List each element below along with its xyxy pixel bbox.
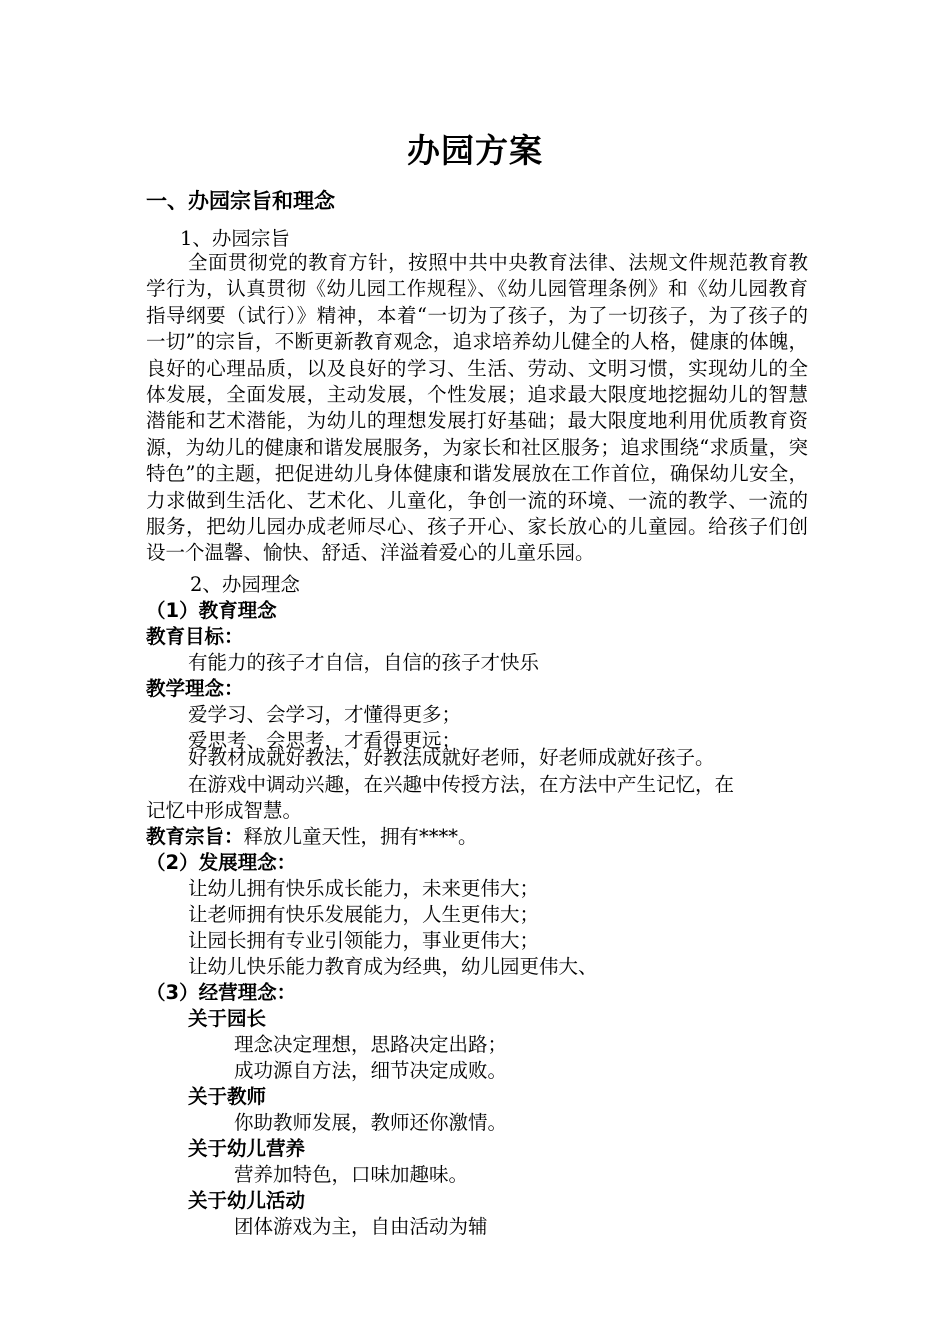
teaching-paragraph-line: 在游戏中调动兴趣，在兴趣中传授方法，在方法中产生记忆，在 <box>188 773 735 796</box>
teaching-philosophy-label: 教学理念： <box>146 677 244 700</box>
education-philosophy-heading: （1）教育理念 <box>146 599 277 622</box>
education-tenet <box>146 824 478 850</box>
section-heading: 一、办园宗旨和理念 <box>146 189 335 213</box>
teaching-line: 爱思考、会思考，才看得更远； <box>188 729 462 752</box>
teaching-paragraph-line: 记忆中形成智慧。 <box>146 799 303 822</box>
about-nutrition-label: 关于幼儿营养 <box>188 1137 306 1160</box>
teacher-line: 你助教师发展，教师还你激情。 <box>234 1111 508 1134</box>
about-activity-label: 关于幼儿活动 <box>188 1189 306 1212</box>
teaching-line: 爱学习、会学习，才懂得更多； <box>188 703 462 726</box>
activity-line: 团体游戏为主，自由活动为辅 <box>234 1215 488 1238</box>
development-line: 让幼儿快乐能力教育成为经典，幼儿园更伟大、 <box>188 955 598 978</box>
purpose-paragraph: 全面贯彻党的教育方针，按照中共中央教育法律、法规文件规范教育教学行为，认真贯彻《幼儿园工作规程》、《幼儿园管理条例》和《幼儿园教育指导纲要（试行）》精神，本着“一切为了孩子，为了一切孩子，为了孩子的一切”的宗旨，不断更新教育观念，追求培养幼儿健全的人格，健康的体魄，良好的心理品质，以及良好的学习、生活、劳动、文明习惯，实现幼儿的全体发展，全面发展，主动发展，个性发展；追求最大限度地挖掘幼儿的智慧潜能和艺术潜能，为幼儿的理想发展打好基础；最大限度地利用优质教育资源，为幼儿的健康和谐发展服务，为家长和社区服务；追求围绕“求质量，突特色”的主题，把促进幼儿身体健康和谐发展放在工作首位，确保幼儿安全，力求做到生活化、艺术化、儿童化，争创一流的环境、一流的教学、一流的服务，把幼儿园办成老师尽心、孩子开心、家长放心的儿童园。给孩子们创设一个温馨、愉快、舒适、洋溢着爱心的儿童乐园。 <box>146 251 808 565</box>
development-line: 让园长拥有专业引领能力，事业更伟大； <box>188 929 540 952</box>
about-principal-label: 关于园长 <box>188 1007 267 1030</box>
principal-line: 理念决定理想，思路决定出路； <box>234 1033 508 1056</box>
subsection-heading-philosophy: 2、办园理念 <box>190 573 300 596</box>
development-line: 让老师拥有快乐发展能力，人生更伟大； <box>188 903 540 926</box>
nutrition-line: 营养加特色，口味加趣味。 <box>234 1163 469 1186</box>
development-line: 让幼儿拥有快乐成长能力，未来更伟大； <box>188 877 540 900</box>
education-tenet-text: 释放儿童天性，拥有****。 <box>243 825 478 848</box>
teaching-line: 好教材成就好教法，好教法成就好老师，好老师成就好孩子。 <box>188 746 715 769</box>
operation-philosophy-heading: （3）经营理念： <box>146 981 297 1004</box>
about-teacher-label: 关于教师 <box>188 1085 267 1108</box>
education-goal-text: 有能力的孩子才自信，自信的孩子才快乐 <box>188 651 540 674</box>
subsection-heading-purpose: 1、办园宗旨 <box>180 227 290 250</box>
development-philosophy-heading: （2）发展理念： <box>146 851 297 874</box>
education-tenet-label: 教育宗旨： <box>146 825 244 848</box>
document-title: 办园方案 <box>407 131 543 170</box>
principal-line: 成功源自方法，细节决定成败。 <box>234 1059 508 1082</box>
education-goal-label: 教育目标： <box>146 625 244 648</box>
